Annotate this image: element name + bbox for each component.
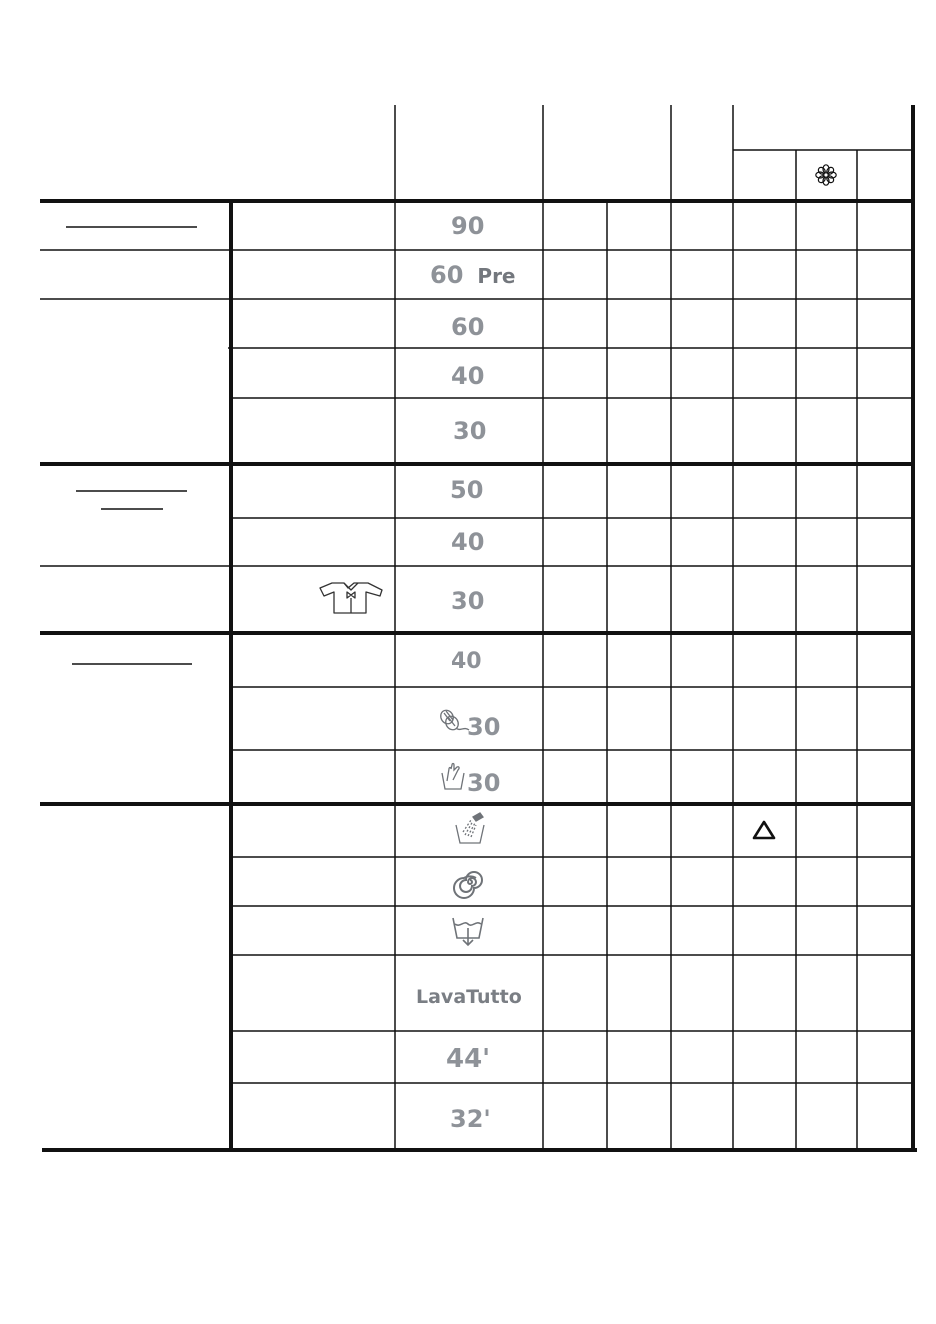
- program-40-synthetic: 40: [451, 528, 485, 556]
- program-32-min: 32': [450, 1105, 491, 1133]
- program-90: 90: [451, 212, 485, 240]
- program-lavatutto: LavaTutto: [416, 986, 522, 1008]
- program-50: 50: [450, 476, 484, 504]
- program-44-min: 44': [446, 1044, 491, 1074]
- hand-wash-icon: [440, 761, 466, 791]
- shirt-icon: [318, 580, 384, 616]
- program-60-pre: [430, 263, 516, 287]
- program-60: 60: [451, 313, 485, 341]
- spin-spiral-icon: [452, 864, 488, 900]
- program-30-wool: 30: [467, 713, 501, 741]
- drain-icon: [450, 914, 486, 948]
- program-60-pre-number: 60: [430, 261, 464, 289]
- program-40: 40: [451, 362, 485, 390]
- program-pre-suffix: Pre: [477, 264, 516, 288]
- program-30: 30: [453, 417, 487, 445]
- wool-skein-icon: [436, 708, 470, 736]
- flower-icon: [814, 163, 838, 187]
- rinse-icon: [453, 811, 487, 845]
- program-40-wool: 40: [451, 649, 482, 674]
- triangle-icon: [751, 819, 777, 841]
- program-30-handwash: 30: [467, 769, 501, 797]
- program-30-shirt: 30: [451, 587, 485, 615]
